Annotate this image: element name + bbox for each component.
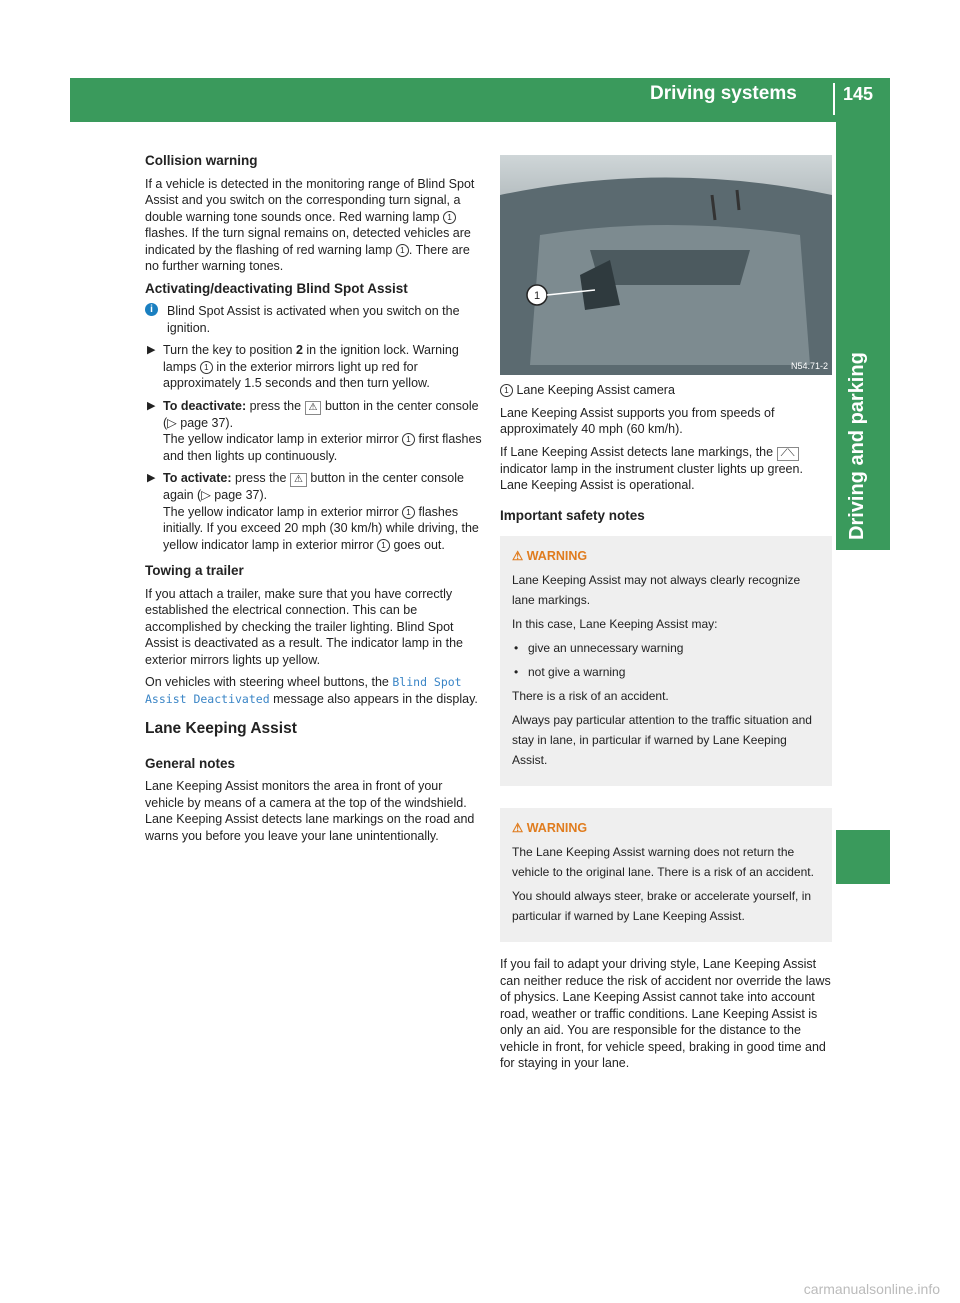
footer-site: carmanualsonline.info (803, 1281, 940, 1297)
collision-text: If a vehicle is detected in the monitoring range of Blind Spot Assist and you switch on the corresponding turn signal, a double warning tone sounds once. Red warning lamp 1 flashes. If the turn signal remains on, detected vehicles are indicated by the flashing of red warning lamp 1 . There are no further warning tones. (145, 176, 475, 273)
info-icon: i (145, 303, 158, 316)
step-deactivate: ▶ To deactivate: press the ⚠ button in the center console (▷ page 37). The yellow indicator lamp in exterior mirror 1 first flashes and then lights up continuously. (147, 398, 482, 463)
supports-text: Lane Keeping Assist supports you from speeds of approximately 40 mph (60 km/h). (500, 405, 775, 436)
side-tab-label: Driving and parking (846, 352, 868, 540)
camera-photo (500, 155, 832, 375)
warning-box-2: ⚠ WARNING The Lane Keeping Assist warning does not return the vehicle to the original lane. There is a risk of an accident. You should always steer, brake or accelerate yourself, in particular if warned by Lane Keeping Assist. (500, 808, 832, 942)
windshield-illustration (500, 155, 832, 375)
lane-keeping-indicator-icon: ⟋⟍ (777, 447, 799, 461)
collision-heading: Collision warning (145, 153, 258, 168)
right-column (500, 382, 832, 1078)
info-note: i Blind Spot Assist is activated when you switch on the ignition. (145, 303, 483, 336)
warning-lamp-icon: 1 (402, 506, 415, 519)
display-message: Blind Spot Assist Deactivated (145, 675, 462, 706)
warning-bullet: • give an unnecessary warning (512, 638, 820, 658)
left-column (145, 153, 483, 850)
blind-spot-button-icon: ⚠ (305, 401, 322, 415)
step-turn-key: ▶ Turn the key to position 2 in the ignition lock. Warning lamps 1 in the exterior mirrors light up red for approximately 1.5 seconds and then turn yellow. (147, 343, 459, 390)
detects-text: If Lane Keeping Assist detects lane markings, the ⟋⟍ indicator lamp in the instrument cluster lights up green. Lane Keeping Assist is operational. (500, 444, 803, 492)
general-text: Lane Keeping Assist monitors the area in front of your vehicle by means of a camera at the top of the windshield. Lane Keeping Assist detects lane markings on the road and warns you before you leave your lane unintentionally. (145, 779, 475, 843)
warning-box-1: ⚠ WARNING Lane Keeping Assist may not always clearly recognize lane markings. In this case, Lane Keeping Assist may: • give an unnecessary warning • not give a warning There is a risk of an accident. Always pay particular attention to the traffic situation and stay in lane, in particular if warned by Lane Keeping Assist. (500, 536, 832, 786)
warning-bullet: • not give a warning (512, 662, 820, 682)
section-title: Driving systems (650, 83, 797, 104)
warning-lamp-icon: 1 (377, 539, 390, 552)
page-number: 145 (843, 84, 874, 104)
step-activate: ▶ To activate: press the ⚠ button in the center console again (▷ page 37). The yellow indicator lamp in exterior mirror 1 flashes initially. If you exceed 20 mph (30 km/h) while driving, the yellow indicator lamp in exterior mirror 1 goes out. (147, 471, 479, 552)
activating-heading: Activating/deactivating Blind Spot Assist (145, 280, 408, 296)
warning-lamp-icon: 1 (443, 211, 456, 224)
closing-text: If you fail to adapt your driving style, Lane Keeping Assist can neither reduce the risk of accident nor override the laws of physics. Lane Keeping Assist cannot take into account road, weather or traffic conditions. Lane Keeping Assist is only an aid. You are responsible for the distance to the vehicle in front, for vehicle speed, braking in good time and for staying in your lane. (500, 957, 831, 1070)
header-divider (833, 83, 835, 115)
callout-number: 1 (533, 290, 541, 302)
towing-heading: Towing a trailer (145, 563, 244, 578)
warning-header: ⚠ WARNING (512, 821, 588, 835)
warning-triangle-icon: ⚠ (512, 549, 524, 563)
blind-spot-button-icon: ⚠ (290, 473, 307, 487)
warning-lamp-icon: 1 (396, 244, 409, 257)
towing-display-text: On vehicles with steering wheel buttons, the Blind Spot Assist Deactivated message also appears in the display. (145, 675, 478, 706)
general-heading: General notes (145, 755, 236, 771)
step-arrow-icon: ▶ (147, 472, 156, 484)
warning-header: ⚠ WARNING (512, 549, 588, 563)
image-id: N54.71-2 (790, 361, 828, 371)
side-tab-marker (836, 830, 890, 884)
towing-text: If you attach a trailer, make sure that you have correctly established the electrical connection. This can be accomplished by checking the trailer lighting. Blind Spot Assist is deactivated as a result. The indicator lamp in the exterior mirrors lights up yellow. (145, 586, 463, 667)
lka-heading: Lane Keeping Assist (145, 720, 297, 737)
warning-lamp-icon: 1 (402, 433, 415, 446)
callout-icon: 1 (500, 384, 513, 397)
step-arrow-icon: ▶ (147, 344, 156, 356)
warning-lamp-icon: 1 (200, 361, 213, 374)
step-arrow-icon: ▶ (147, 399, 156, 412)
safety-heading: Important safety notes (500, 507, 645, 523)
warning-triangle-icon: ⚠ (512, 821, 524, 835)
photo-caption: 1 Lane Keeping Assist camera (500, 382, 832, 399)
